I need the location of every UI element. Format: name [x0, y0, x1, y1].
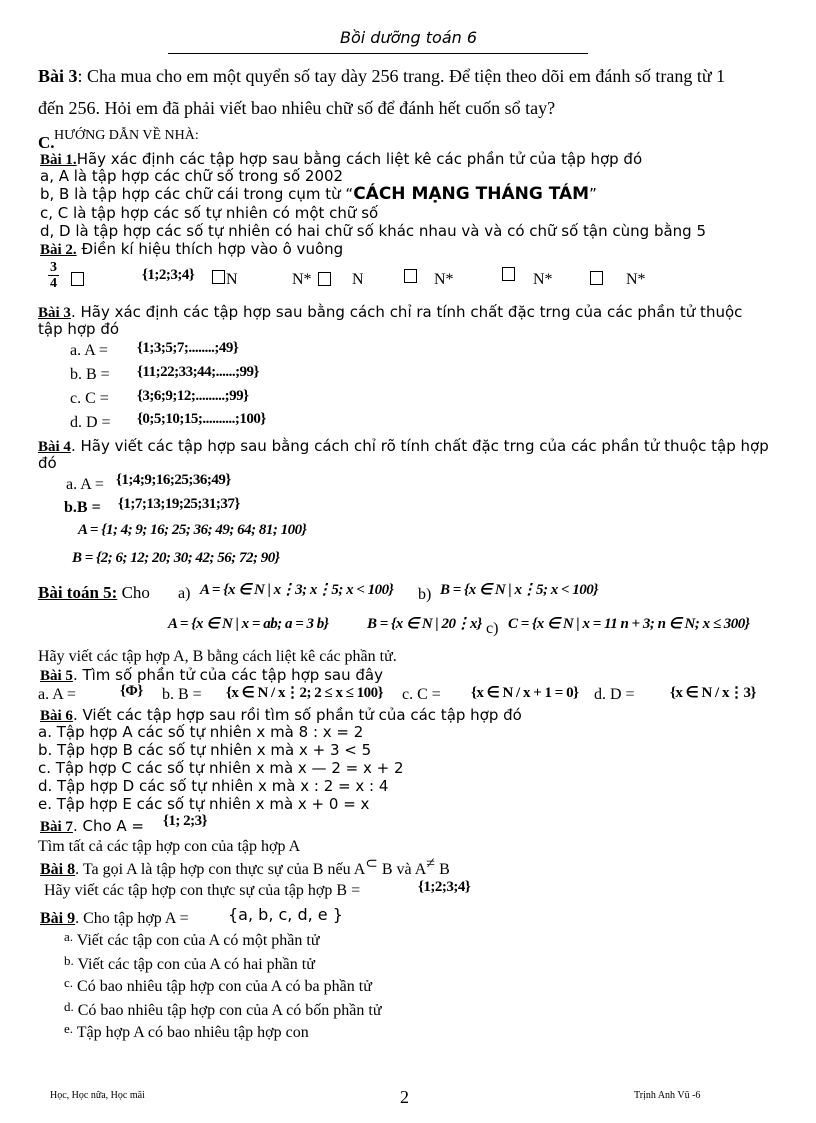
section-c-title: HƯỚNG DẪN VỀ NHÀ: [54, 128, 199, 143]
b9-line [40, 910, 189, 928]
bt5-c-marker: c) [486, 620, 499, 637]
footer-right: Trịnh Anh Vũ -6 [634, 1090, 701, 1101]
b9-set: {a, b, c, d, e } [228, 905, 343, 924]
b4-c-set: A = {1; 4; 9; 16; 25; 36; 49; 64; 81; 100} [78, 522, 307, 538]
b9-item [64, 999, 382, 1020]
header-rule [168, 53, 588, 54]
footer-left: Học, Học nữa, Học mãi [50, 1090, 145, 1101]
b6-b: b. Tập hợp B các số tự nhiên x mà x + 3 < 5 [38, 741, 372, 759]
b3-d-label: d. D = [70, 414, 111, 431]
b2-nstar1: N* [292, 271, 312, 288]
b9-item [64, 975, 372, 996]
b9-item-marker: e. [64, 1021, 74, 1036]
b3-c-set: {3;6;9;12;.........;99} [137, 388, 249, 404]
b6-d: d. Tập hợp D các số tự nhiên x mà x : 2 = x : 4 [38, 777, 389, 795]
b7-line2: Tìm tất cả các tập hợp con của tập hợp A [38, 838, 301, 855]
b4-a-set: {1;4;9;16;25;36;49} [116, 472, 231, 488]
exercise-3-text: : Cha mua cho em một quyển số tay dày 256 trang. Để tiện theo dõi em đánh số trang từ 1 [77, 66, 726, 86]
b9-item [64, 1021, 309, 1042]
b9-item [64, 953, 315, 974]
b7-set: {1; 2;3} [163, 813, 208, 829]
exercise-3-intro-line1 [38, 66, 725, 87]
b5-c-set: {x ∈ N / x + 1 = 0} [471, 685, 579, 701]
b4-d-set: B = {2; 6; 12; 20; 30; 42; 56; 72; 90} [72, 550, 280, 566]
b3-line2: tập hợp đó [38, 320, 120, 338]
b2-fraction [48, 260, 59, 292]
b2-title: Bài 2. [40, 242, 77, 258]
not-equal-symbol: ≠ [426, 855, 436, 872]
fraction-numerator: 3 [50, 260, 57, 275]
b1-b-phrase: CÁCH MẠNG THÁNG TÁM [353, 184, 590, 204]
b8-text-b: B và A [377, 861, 427, 878]
b7-text: . Cho A = [72, 817, 144, 835]
b9-item-marker: d. [64, 999, 74, 1014]
b2-box-6[interactable] [590, 269, 603, 287]
section-c-letter: C. [38, 133, 55, 152]
b9-item-marker: c. [64, 975, 74, 990]
b5-d-set: {x ∈ N / x⋮3} [670, 685, 756, 701]
b4-b-label-text: b.B = [64, 499, 101, 516]
bt5-a-marker: a) [178, 585, 191, 602]
b9-item-marker: b. [64, 953, 74, 968]
b6-title: Bài 6 [40, 708, 73, 724]
b6-e: e. Tập hợp E các số tự nhiên x mà x + 0 = x [38, 795, 370, 813]
b1-d: d, D là tập hợp các số tự nhiên có hai chữ số khác nhau và và có chữ số tận cùng bằng 5 [40, 222, 706, 240]
b2-nstar4: N* [626, 271, 646, 288]
b4-line2: đó [38, 454, 57, 472]
b8-title: Bài 8 [40, 861, 76, 878]
b2-box-1[interactable] [71, 270, 84, 288]
b3-d-set: {0;5;10;15;..........;100} [137, 411, 266, 427]
b3-b-set: {11;22;33;44;......;99} [137, 364, 259, 380]
b1-title: Bài 1. [40, 152, 77, 168]
fraction-denominator: 4 [50, 276, 57, 291]
b4-b-set: {1;7;13;19;25;31;37} [118, 496, 240, 512]
b2-n1: N [226, 271, 238, 288]
b1-b-text: b, B là tập hợp các chữ cái trong cụm từ “ [40, 185, 354, 203]
b9-item-marker: a. [64, 929, 74, 944]
bt5-a-set: A = {x ∈ N | x⋮3; x⋮5; x < 100} [200, 582, 394, 598]
b4-b-label [64, 499, 101, 517]
b3-b-label: b. B = [70, 366, 110, 383]
bt5-c-set3: C = {x ∈ N | x = 11 n + 3; n ∈ N; x ≤ 300} [508, 616, 750, 632]
b9-item-text: Viết các tập con của A có một phần tử [73, 932, 320, 949]
b2-nstar3: N* [533, 271, 553, 288]
b9-title: Bài 9 [40, 910, 76, 927]
b9-item-text: Có bao nhiêu tập hợp con của A có bốn phần tử [73, 1002, 382, 1019]
bt5-title: Bài toán 5: [38, 583, 118, 602]
bt5-b-marker: b) [418, 586, 432, 603]
b6-text: . Viết các tập hợp sau rồi tìm số phần tử của các tập hợp đó [72, 706, 522, 724]
bt5-c-set2: B = {x ∈ N | 20⋮x} [367, 616, 482, 632]
page-header-title: Bồi dưỡng toán 6 [340, 28, 478, 47]
b8-text: . Ta gọi A là tập hợp con thực sự của B nếu A [75, 861, 366, 878]
b2-box-2[interactable] [212, 268, 225, 286]
b3-a-label: a. A = [70, 342, 108, 359]
b1-b [40, 184, 597, 204]
b8-line2: Hãy viết các tập hợp con thực sự của tập hợp B = [44, 882, 361, 899]
b6-a: a. Tập hợp A các số tự nhiên x mà 8 : x = 2 [38, 723, 364, 741]
b6-c: c. Tập hợp C các số tự nhiên x mà x — 2 = x + 2 [38, 759, 404, 777]
subset-symbol: ⊂ [365, 856, 378, 872]
b2-set: {1;2;3;4} [142, 267, 195, 283]
b3-c-label: c. C = [70, 390, 109, 407]
bt5-cho: Cho [117, 583, 150, 602]
b1-b-quote: ” [589, 185, 597, 203]
b5-a-set: {Φ} [120, 683, 143, 699]
page-number: 2 [400, 1087, 409, 1107]
b9-text: . Cho tập hợp A = [75, 910, 189, 927]
b9-item [64, 929, 320, 950]
b2-line [40, 240, 343, 259]
b3-text: . Hãy xác định các tập hợp sau bằng cách chỉ ra tính chất đặc trng của các phần tử thuộc [70, 303, 743, 321]
b9-item-text: Có bao nhiêu tập hợp con của A có ba phần tử [73, 978, 372, 995]
b4-a-label: a. A = [66, 476, 104, 493]
b5-text: . Tìm số phần tử của các tập hợp sau đây [72, 666, 383, 684]
exercise-3-intro-line2: đến 256. Hỏi em đã phải viết bao nhiêu chữ số để đánh hết cuốn sổ tay? [38, 98, 556, 118]
b2-box-4[interactable] [404, 267, 417, 285]
b5-d-label: d. D = [594, 686, 635, 703]
b5-a-label: a. A = [38, 686, 76, 703]
bt5-after: Hãy viết các tập hợp A, B bằng cách liệt kê các phần tử. [38, 648, 397, 665]
b5-b-label: b. B = [162, 686, 202, 703]
b7-title: Bài 7 [40, 819, 73, 835]
bt5-b-set: B = {x ∈ N | x⋮5; x < 100} [440, 582, 598, 598]
b1-a: a, A là tập hợp các chữ số trong số 2002 [40, 167, 344, 185]
b9-item-text: Viết các tập con của A có hai phần tử [73, 956, 315, 973]
b2-nstar2: N* [434, 271, 454, 288]
b3-line [38, 303, 742, 322]
bt5-line [38, 583, 150, 603]
b2-box-5[interactable] [502, 265, 515, 283]
b5-b-set: {x ∈ N / x⋮2; 2 ≤ x ≤ 100} [226, 685, 384, 701]
b1-c: c, C là tập hợp các số tự nhiên có một chữ số [40, 204, 379, 222]
exercise-3-title: Bài 3 [38, 66, 78, 86]
b5-title: Bài 5 [40, 668, 73, 684]
b8-text-c: B [435, 861, 450, 878]
b2-box-3[interactable] [318, 270, 331, 288]
b5-c-label: c. C = [402, 686, 441, 703]
b3-title: Bài 3 [38, 305, 71, 321]
b8-set: {1;2;3;4} [418, 879, 471, 895]
b1-text: Hãy xác định các tập hợp sau bằng cách liệt kê các phần tử của tập hợp đó [76, 150, 643, 168]
b8-line [40, 855, 450, 879]
b9-item-text: Tập hợp A có bao nhiêu tập hợp con [73, 1024, 309, 1041]
b2-text: Điền kí hiệu thích hợp vào ô vuông [76, 240, 344, 258]
b2-n2: N [352, 271, 364, 288]
b7-line [40, 817, 144, 836]
b3-a-set: {1;3;5;7;........;49} [137, 340, 239, 356]
b4-text: . Hãy viết các tập hợp sau bằng cách chỉ rõ tính chất đặc trng của các phần tử thuộc tập hợp [70, 437, 769, 455]
b4-line [38, 437, 769, 456]
b4-title: Bài 4 [38, 439, 71, 455]
bt5-c-set1: A = {x ∈ N | x = ab; a = 3 b} [168, 616, 329, 632]
